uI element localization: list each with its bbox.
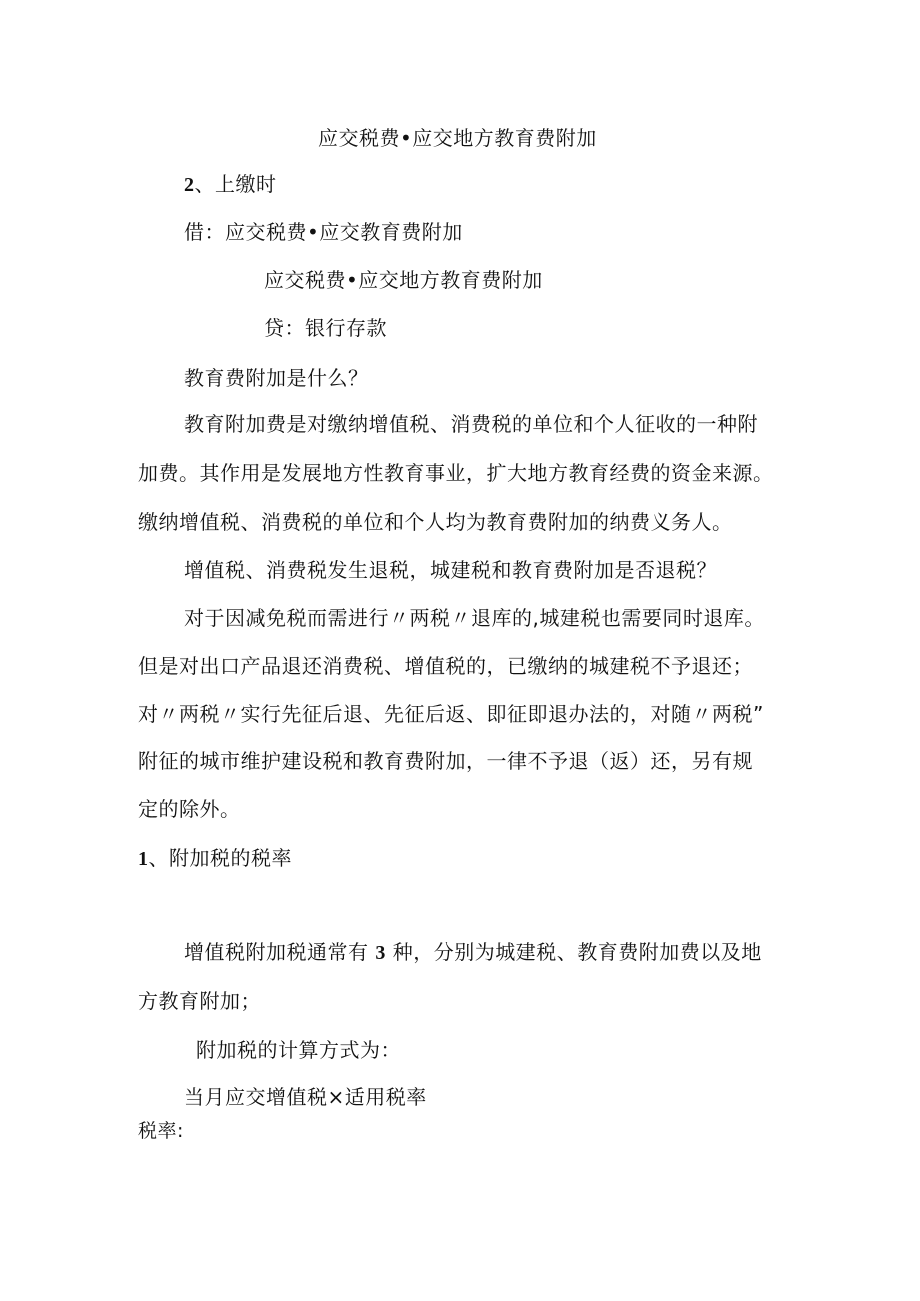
debit-line-2: 应交税费•应交地方教育费附加: [264, 268, 543, 292]
rate-label: 税率:: [138, 1120, 184, 1142]
question-refund: 增值税、消费税发生退税，城建税和教育费附加是否退税？: [184, 558, 717, 582]
debit-line: 借：应交税费•应交教育费附加: [184, 220, 463, 244]
paragraph-3-line-1: [184, 940, 762, 965]
section-1-heading: [138, 846, 292, 871]
paragraph-2-line-4: 附征的城市维护建设税和教育费附加，一律不予退（返）还，另有规: [138, 749, 753, 773]
step-2-label: 、上缴时: [194, 172, 277, 196]
paragraph-3-suffix: 种，分别为城建税、教育费附加费以及地: [392, 940, 762, 964]
paragraph-3-line-2: 方教育附加；: [138, 989, 261, 1013]
section-1-number: 1: [138, 848, 149, 870]
paragraph-2-line-1: 对于因减免税而需进行〃两税〃退库的,城建税也需要同时退库。: [184, 606, 765, 630]
section-1-label: 、附加税的税率: [148, 846, 292, 870]
formula-line: 当月应交增值税×适用税率: [184, 1085, 427, 1109]
calc-method-label: 附加税的计算方式为：: [196, 1038, 401, 1062]
step-2-number: 2: [184, 174, 195, 196]
paragraph-1-line-2: 加费。其作用是发展地方性教育事业，扩大地方教育经费的资金来源。: [138, 461, 774, 485]
paragraph-2-line-5: 定的除外。: [138, 797, 241, 821]
step-2-heading: [184, 172, 277, 197]
credit-line: 贷：银行存款: [264, 316, 387, 340]
paragraph-3-number: 3: [375, 942, 386, 964]
paragraph-2-line-3: 对〃两税〃实行先征后退、先征后返、即征即退办法的，对随〃两税”: [138, 702, 764, 726]
paragraph-1-line-3: 缴纳增值税、消费税的单位和个人均为教育费附加的纳费义务人。: [138, 510, 733, 534]
paragraph-3-prefix: 增值税附加税通常有: [184, 940, 369, 964]
paragraph-1-line-1: 教育附加费是对缴纳增值税、消费税的单位和个人征收的一种附: [184, 412, 758, 436]
header-line: 应交税费•应交地方教育费附加: [318, 126, 597, 150]
question-what-is: 教育费附加是什么？: [184, 366, 369, 390]
paragraph-2-line-2: 但是对出口产品退还消费税、增值税的，已缴纳的城建税不予退还；: [138, 654, 753, 678]
